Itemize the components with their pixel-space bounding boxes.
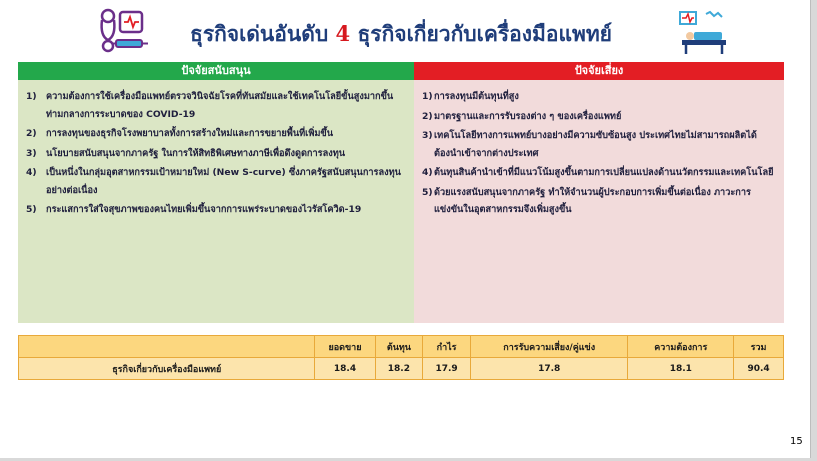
item-text: มาตรฐานและการรับรองต่าง ๆ ของเครื่องแพทย์ bbox=[434, 110, 622, 122]
table-row bbox=[19, 358, 784, 380]
table-cell: 17.9 bbox=[423, 358, 471, 380]
item-text: เทคโนโลยีทางการแพทย์บางอย่างมีความซับซ้อนสูง ประเทศไทยไม่สามารถผลิตได้ ต้องนำเข้าจากต่างประเทศ bbox=[434, 130, 757, 159]
item-text: กระแสการใส่ใจสุขภาพของคนไทยเพิ่มขึ้นจากการแพร่ระบาดของไวรัสโควิด-19 bbox=[46, 204, 362, 215]
table-header-cell: การรับความเสี่ยง/คู่แข่ง bbox=[470, 336, 628, 358]
table-header-cell bbox=[19, 336, 315, 358]
list-item bbox=[422, 108, 774, 126]
table-cell: 18.1 bbox=[628, 358, 734, 380]
table-cell: 18.2 bbox=[375, 358, 423, 380]
table-cell: 90.4 bbox=[734, 358, 784, 380]
score-table bbox=[18, 335, 784, 380]
risk-factors-panel bbox=[414, 62, 784, 323]
table-header-cell: ยอดขาย bbox=[315, 336, 375, 358]
table-header-cell: ต้นทุน bbox=[375, 336, 423, 358]
item-text: เป็นหนึ่งในกลุ่มอุตสาหกรรมเป้าหมายใหม่ (New S-curve) ซึ่งภาครัฐสนับสนุนการลงทุนอย่างต่อเนื่อง bbox=[46, 167, 401, 196]
list-item bbox=[26, 201, 404, 219]
list-item bbox=[26, 164, 404, 199]
item-number: 1) bbox=[422, 91, 433, 102]
list-item bbox=[422, 127, 774, 162]
hospital-bed-icon bbox=[676, 10, 730, 56]
item-text: ต้นทุนสินค้านำเข้าที่มีแนวโน้มสูงขึ้นตามการเปลี่ยนแปลงด้านนวัตกรรมและเทคโนโลยี bbox=[434, 167, 774, 178]
item-text: นโยบายสนับสนุนจากภาครัฐ ในการให้สิทธิพิเศษทางภาษีเพื่อดึงดูดการลงทุน bbox=[46, 147, 346, 159]
slide-frame-edge bbox=[810, 0, 817, 461]
item-number: 2) bbox=[26, 128, 37, 139]
title-rank-number: 4 bbox=[335, 21, 351, 46]
support-factors-panel bbox=[18, 62, 414, 323]
table-header-row bbox=[19, 336, 784, 358]
item-text: ความต้องการใช้เครื่องมือแพทย์ตรวจวินิจฉัยโรคที่ทันสมัยและใช้เทคโนโลยีขั้นสูงมากขึ้น ท่ามกลางการระบาดของ COVID-19 bbox=[46, 91, 394, 120]
table-header-cell: กำไร bbox=[423, 336, 471, 358]
title-prefix: ธุรกิจเด่นอันดับ bbox=[190, 21, 329, 46]
support-factors-heading: ปัจจัยสนับสนุน bbox=[18, 62, 414, 80]
item-number: 5) bbox=[26, 204, 37, 215]
list-item bbox=[26, 125, 404, 143]
table-cell: 17.8 bbox=[470, 358, 628, 380]
list-item bbox=[26, 145, 404, 163]
table-header-cell: รวม bbox=[734, 336, 784, 358]
page-number: 15 bbox=[790, 436, 803, 447]
item-number: 1) bbox=[26, 91, 37, 102]
item-number: 4) bbox=[26, 167, 37, 178]
list-item bbox=[26, 88, 404, 123]
item-number: 4) bbox=[422, 167, 433, 178]
list-item bbox=[422, 164, 774, 182]
item-number: 3) bbox=[422, 130, 433, 141]
risk-factors-list bbox=[414, 80, 784, 219]
risk-factors-heading: ปัจจัยเสี่ยง bbox=[414, 62, 784, 80]
title-suffix: ธุรกิจเกี่ยวกับเครื่องมือแพทย์ bbox=[357, 21, 612, 46]
table-header-cell: ความต้องการ bbox=[628, 336, 734, 358]
item-text: การลงทุนของธุรกิจโรงพยาบาลทั้งการสร้างใหม่และการขยายพื้นที่เพิ่มขึ้น bbox=[46, 128, 333, 139]
table-cell: 18.4 bbox=[315, 358, 375, 380]
support-factors-list bbox=[18, 80, 414, 219]
list-item bbox=[422, 88, 774, 106]
medical-tools-icon bbox=[94, 6, 150, 58]
table-row-label: ธุรกิจเกี่ยวกับเครื่องมือแพทย์ bbox=[19, 358, 315, 380]
list-item bbox=[422, 184, 774, 219]
item-number: 2) bbox=[422, 110, 433, 122]
page-title bbox=[190, 18, 660, 54]
item-text: การลงทุนมีต้นทุนที่สูง bbox=[434, 91, 519, 102]
item-number: 3) bbox=[26, 147, 37, 159]
item-text: ด้วยแรงสนับสนุนจากภาครัฐ ทำให้จำนวนผู้ประกอบการเพิ่มขึ้นต่อเนื่อง ภาวะการแข่งขันในอุตสาหกรรมจึงเพิ่มสูงขึ้น bbox=[434, 186, 751, 215]
item-number: 5) bbox=[422, 186, 433, 198]
